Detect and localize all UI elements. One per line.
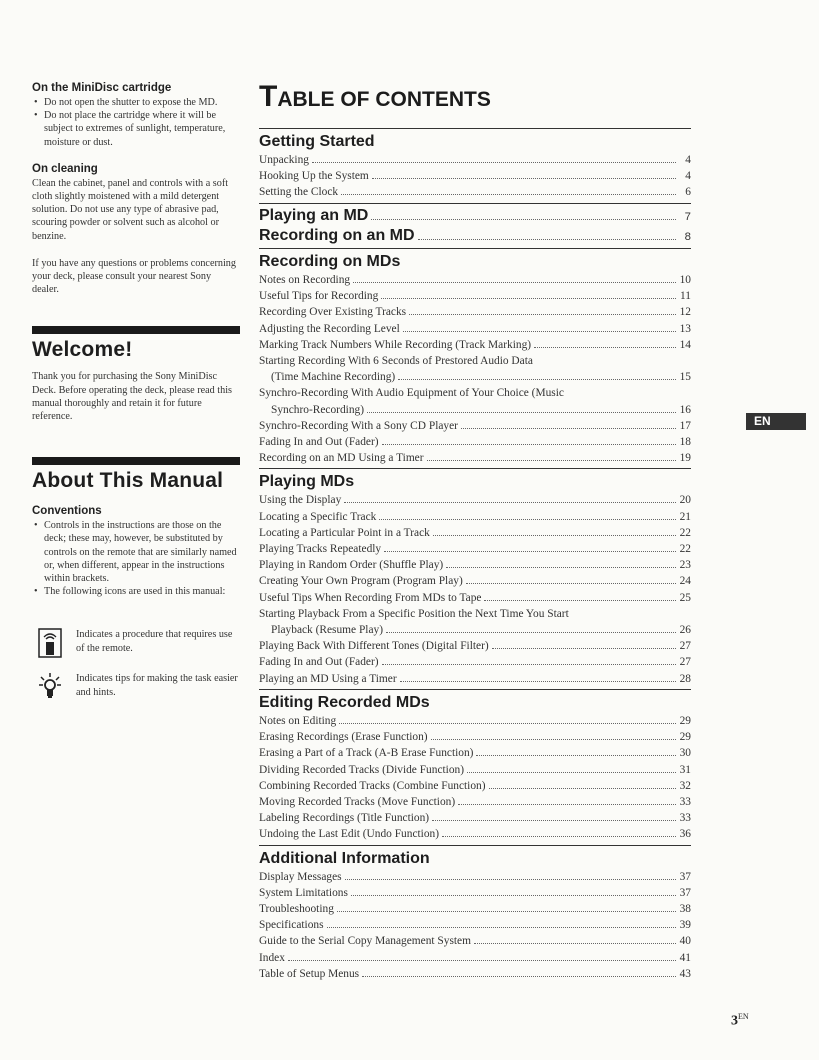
- toc-entry-page: 8: [684, 230, 691, 243]
- section-heading: Recording on MDs: [259, 253, 401, 271]
- toc-entry[interactable]: [259, 492, 691, 508]
- icon-legend-remote: [36, 628, 240, 658]
- remote-icon-text: Indicates a procedure that requires use of the remote.: [76, 629, 233, 654]
- section-rule: [32, 326, 240, 334]
- toc-entry-page: 32: [679, 779, 691, 792]
- toc-entry-page: 4: [685, 170, 691, 183]
- toc-entry-title: Locating a Particular Point in a Track: [259, 526, 430, 539]
- toc-entry-page: 12: [679, 306, 691, 319]
- list-item: • The following icons are used in this manual:: [32, 585, 240, 598]
- toc-entry-title: Combining Recorded Tracks (Combine Function): [259, 779, 486, 792]
- toc-entry-title: Dividing Recorded Tracks (Divide Function): [259, 763, 465, 776]
- toc-entry-page: 13: [679, 322, 691, 335]
- toc-entry-title: Locating a Specific Track: [259, 510, 377, 523]
- toc-entry-title: Fading In and Out (Fader): [259, 656, 379, 669]
- toc-entry[interactable]: [259, 434, 691, 450]
- toc-entry-title: Fading In and Out (Fader): [259, 436, 379, 449]
- toc-entry-title: Playback (Resume Play): [271, 624, 383, 637]
- toc-section-editing: [259, 689, 691, 845]
- conventions-heading: Conventions: [32, 505, 102, 518]
- section-heading: Playing MDs: [259, 473, 355, 491]
- toc-entry-title: Playing Back With Different Tones (Digital Filter): [259, 640, 489, 653]
- toc-entry[interactable]: [259, 590, 691, 606]
- toc-entry[interactable]: [259, 794, 691, 810]
- toc-entry-page: 27: [679, 640, 691, 653]
- toc-entry[interactable]: [259, 778, 691, 794]
- toc-entry-page: 40: [679, 935, 691, 948]
- toc-entry-page: 33: [679, 795, 691, 808]
- toc-title: [259, 80, 491, 114]
- toc-entry-page: 17: [679, 419, 691, 432]
- toc-entry[interactable]: [259, 713, 691, 729]
- remote-icon: [36, 628, 64, 658]
- toc-entry[interactable]: [259, 541, 691, 557]
- toc-entry-page: 36: [679, 828, 691, 841]
- toc-entry-title: Recording on an MD: [259, 226, 415, 244]
- toc-entry[interactable]: [259, 152, 691, 168]
- cartridge-list: [32, 96, 240, 149]
- page-number-value: 3: [731, 1013, 738, 1029]
- toc-entry-page: 43: [679, 967, 691, 980]
- toc-entry[interactable]: [259, 950, 691, 966]
- toc-entry[interactable]: [259, 557, 691, 573]
- toc-entry[interactable]: [259, 671, 691, 687]
- toc-entry-page: 31: [679, 763, 691, 776]
- toc-entry-title: Index: [259, 951, 285, 964]
- toc-entry[interactable]: [259, 762, 691, 778]
- toc-title-cap: T: [259, 80, 278, 113]
- toc-section-playing: [259, 468, 691, 688]
- toc-entry-title: Adjusting the Recording Level: [259, 322, 400, 335]
- left-column: [32, 82, 240, 714]
- toc-entry-line[interactable]: Synchro-Recording With Audio Equipment of Your Choice (Music: [259, 387, 564, 400]
- toc-entry-page: 14: [679, 338, 691, 351]
- toc-entry[interactable]: [259, 402, 691, 418]
- toc-entry-title: Moving Recorded Tracks (Move Function): [259, 795, 456, 808]
- toc-entry-title: Recording Over Existing Tracks: [259, 306, 407, 319]
- toc-entry[interactable]: [259, 272, 691, 288]
- about-heading: About This Manual: [32, 469, 224, 493]
- toc-entry[interactable]: [259, 337, 691, 353]
- toc-entry-line[interactable]: Starting Recording With 6 Seconds of Prestored Audio Data: [259, 355, 533, 368]
- toc-entry-page: 39: [679, 919, 691, 932]
- toc-entry-line[interactable]: Starting Playback From a Specific Position the Next Time You Start: [259, 607, 569, 620]
- toc-entry-page: 16: [679, 403, 691, 416]
- section-rule: [32, 457, 240, 465]
- toc-entry-title: Troubleshooting: [259, 902, 334, 915]
- cleaning-heading: On cleaning: [32, 162, 98, 175]
- section-heading: Additional Information: [259, 849, 430, 867]
- toc-entry-title: Useful Tips When Recording From MDs to Tape: [259, 591, 482, 604]
- toc-entry-title: Specifications: [259, 919, 324, 932]
- toc-entry[interactable]: [259, 525, 691, 541]
- toc-section-getting-started: [259, 128, 691, 203]
- toc-entry[interactable]: [259, 304, 691, 320]
- cleaning-text: Clean the cabinet, panel and controls with a soft cloth slightly moistened with a mild detergent solution. Do not use any type of abrasive pad, scouring powder or solvent such as alcohol or benzine.: [32, 177, 229, 242]
- toc-entry-title: Playing in Random Order (Shuffle Play): [259, 559, 444, 572]
- toc-entry-page: 19: [679, 452, 691, 465]
- toc-entry-page: 38: [679, 902, 691, 915]
- cartridge-heading: On the MiniDisc cartridge: [32, 82, 172, 94]
- toc-entry[interactable]: [259, 418, 691, 434]
- toc-entry-page: 4: [685, 154, 691, 166]
- toc-entry-title: Playing Tracks Repeatedly: [259, 543, 382, 556]
- toc-entry[interactable]: [259, 184, 691, 200]
- toc-entry-page: 41: [679, 951, 691, 964]
- toc-entry-title: Labeling Recordings (Title Function): [259, 812, 430, 825]
- language-tab: EN: [746, 413, 806, 430]
- toc-entry-page: 7: [684, 210, 691, 223]
- toc-entry[interactable]: [259, 729, 691, 745]
- toc-entry-title: Guide to the Serial Copy Management System: [259, 935, 471, 948]
- section-heading: Getting Started: [259, 133, 375, 150]
- lightbulb-icon: [36, 672, 64, 700]
- toc-entry-title: Notes on Recording: [259, 274, 351, 287]
- toc-entry-page: 15: [679, 371, 691, 384]
- toc-entry-title: Erasing Recordings (Erase Function): [259, 731, 428, 744]
- toc-entry[interactable]: [259, 288, 691, 304]
- toc-entry-page: 10: [679, 274, 691, 287]
- toc-entry-title: Creating Your Own Program (Program Play): [259, 575, 463, 588]
- toc-entry[interactable]: [259, 826, 691, 842]
- toc-entry-page: 11: [680, 290, 691, 303]
- toc-entry-title: Setting the Clock: [259, 186, 339, 199]
- toc-entry[interactable]: [259, 917, 691, 933]
- toc-entry-title: (Time Machine Recording): [271, 371, 396, 384]
- list-item: • Do not place the cartridge where it will be subject to extremes of sunlight, temperature, moisture or dust.: [32, 109, 240, 149]
- list-item: • Do not open the shutter to expose the MD.: [32, 96, 240, 109]
- toc-entry-page: 29: [679, 714, 691, 727]
- section-heading: Editing Recorded MDs: [259, 693, 430, 711]
- toc-entry-page: 22: [679, 526, 691, 539]
- toc-entry-page: 20: [679, 494, 691, 507]
- toc-entry[interactable]: [259, 933, 691, 949]
- toc-section-additional: [259, 845, 691, 982]
- toc-entry-page: 29: [679, 731, 691, 744]
- toc-entry[interactable]: [259, 638, 691, 654]
- toc-entry-page: 28: [679, 672, 691, 685]
- toc-entry-title: Unpacking: [259, 154, 309, 166]
- toc-entry-page: 21: [679, 510, 691, 523]
- toc-entry[interactable]: [259, 622, 691, 638]
- toc-entry-page: 30: [679, 747, 691, 760]
- toc-entry[interactable]: [259, 901, 691, 917]
- toc-entry-title: System Limitations: [259, 886, 348, 899]
- toc-entry[interactable]: [259, 573, 691, 589]
- toc-entry-title: Display Messages: [259, 870, 342, 883]
- icon-legend-tips: [36, 672, 240, 700]
- toc-entry-page: 24: [679, 575, 691, 588]
- toc-entry-page: 23: [679, 559, 691, 572]
- toc-entry-title: Erasing a Part of a Track (A-B Erase Function): [259, 747, 474, 760]
- toc-entry-page: 37: [679, 886, 691, 899]
- page-number-suffix: EN: [738, 1012, 749, 1021]
- toc-entry-page: 6: [685, 186, 691, 199]
- toc-entry-page: 18: [679, 436, 691, 449]
- toc-section-recording: [259, 248, 691, 468]
- toc-entry[interactable]: [259, 208, 691, 225]
- toc-entry[interactable]: [259, 228, 691, 245]
- toc-entry-page: 27: [679, 656, 691, 669]
- toc-entry[interactable]: [259, 168, 691, 184]
- toc-entry[interactable]: [259, 810, 691, 826]
- toc-title-rest: ABLE OF CONTENTS: [277, 88, 491, 111]
- toc-entry[interactable]: [259, 509, 691, 525]
- toc-entry[interactable]: [259, 654, 691, 670]
- questions-text: If you have any questions or problems concerning your deck, please consult your nearest Sony dealer.: [32, 257, 236, 296]
- toc-entry-title: Playing an MD: [259, 206, 369, 224]
- toc-entry-title: Using the Display: [259, 494, 342, 507]
- toc-entry-title: Useful Tips for Recording: [259, 290, 379, 303]
- toc-entry-page: 22: [679, 543, 691, 556]
- toc-entry-title: Synchro-Recording): [271, 403, 364, 416]
- toc-entry-title: Recording on an MD Using a Timer: [259, 452, 424, 465]
- toc-entry-page: 33: [679, 812, 691, 825]
- toc-entry[interactable]: [259, 321, 691, 337]
- toc-entry[interactable]: [259, 450, 691, 466]
- welcome-text: Thank you for purchasing the Sony MiniDisc Deck. Before operating the deck, please read this manual thoroughly and retain it for future reference.: [32, 371, 232, 423]
- toc-entry-title: Marking Track Numbers While Recording (Track Marking): [259, 338, 532, 351]
- table-of-contents: [259, 128, 691, 982]
- toc-entry[interactable]: [259, 745, 691, 761]
- toc-entry[interactable]: [259, 869, 691, 885]
- toc-entry[interactable]: [259, 966, 691, 982]
- toc-entry-page: 37: [679, 870, 691, 883]
- list-item: • Controls in the instructions are those on the deck; these may, however, be substituted by controls on the remote that are similarly named or, when different, appear in the instructions within brackets.: [32, 519, 240, 585]
- toc-entry-page: 26: [679, 624, 691, 637]
- conventions-list: [32, 519, 240, 598]
- toc-entry[interactable]: [259, 885, 691, 901]
- toc-section-quick: [259, 203, 691, 248]
- toc-entry-title: Undoing the Last Edit (Undo Function): [259, 828, 440, 841]
- toc-entry-title: Playing an MD Using a Timer: [259, 672, 397, 685]
- toc-entry-title: Table of Setup Menus: [259, 967, 360, 980]
- toc-entry-title: Notes on Editing: [259, 714, 337, 727]
- page-number: [731, 1012, 749, 1030]
- toc-entry-title: Synchro-Recording With a Sony CD Player: [259, 419, 458, 432]
- lightbulb-icon-text: Indicates tips for making the task easier and hints.: [76, 673, 238, 698]
- welcome-heading: Welcome!: [32, 338, 133, 362]
- toc-entry[interactable]: [259, 369, 691, 385]
- toc-entry-title: Hooking Up the System: [259, 170, 369, 183]
- toc-entry-page: 25: [679, 591, 691, 604]
